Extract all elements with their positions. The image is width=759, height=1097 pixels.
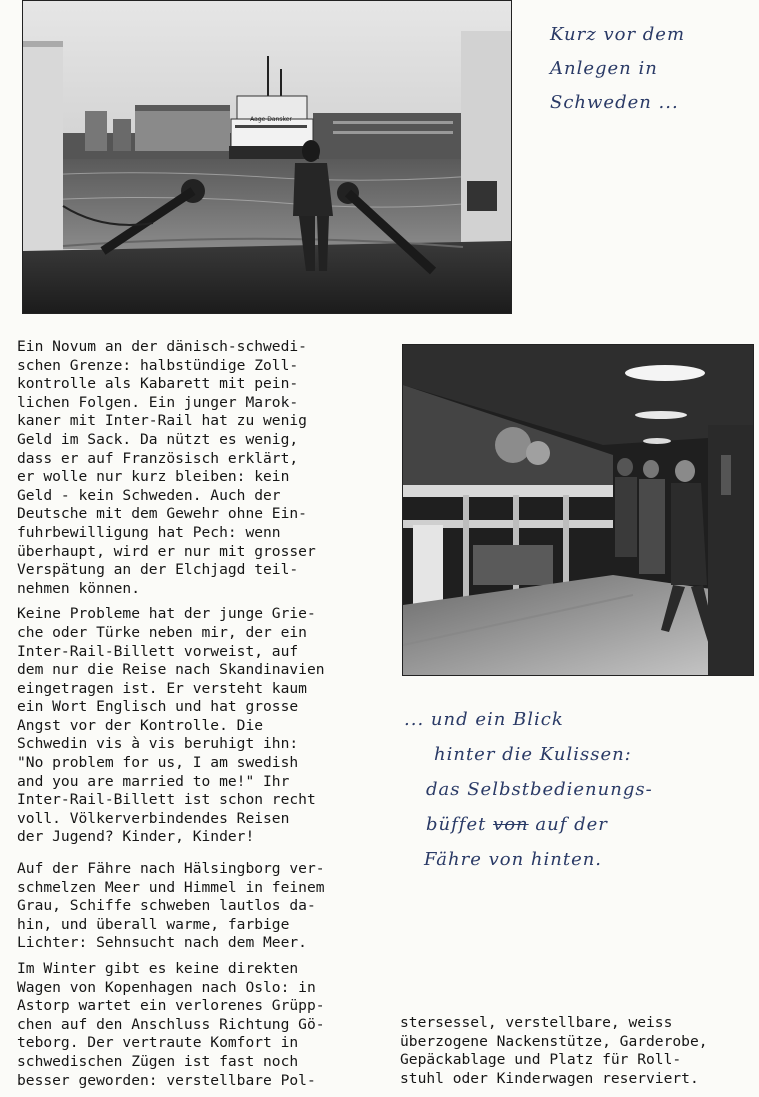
article-paragraph	[17, 338, 387, 598]
article-line: Auf der Fähre nach Hälsingborg ver-	[17, 860, 325, 878]
caption-top-line: Schweden ...	[550, 92, 679, 113]
caption-middle-line: ... und ein Blick	[404, 709, 564, 730]
article-line: Ein Novum an der dänisch-schwedi-	[17, 338, 307, 355]
article-line: Wagen von Kopenhagen nach Oslo: in	[17, 978, 316, 996]
article-line: Grau, Schiffe schweben lautlos da-	[17, 897, 316, 915]
article-line: dass er auf Französisch erklärt,	[17, 449, 299, 467]
article-line: Angst vor der Kontrolle. Die	[17, 716, 264, 734]
article-line: überhaupt, wird er nur mit grosser	[17, 542, 316, 560]
article-line: teborg. Der vertraute Komfort in	[17, 1034, 299, 1052]
article-line: schen Grenze: halbstündige Zoll-	[17, 356, 299, 374]
article-line: Im Winter gibt es keine direkten	[17, 960, 299, 977]
article-line: che oder Türke neben mir, der ein	[17, 623, 307, 641]
article-column-2	[400, 1014, 755, 1095]
article-line: Gepäckablage und Platz für Roll-	[400, 1051, 682, 1069]
article-line: ein Wort Englisch und hat grosse	[17, 698, 299, 716]
article-line: lichen Folgen. Ein junger Marok-	[17, 393, 299, 411]
article-line: besser geworden: verstellbare Pol-	[17, 1071, 316, 1089]
article-line: der Jugend? Kinder, Kinder!	[17, 828, 255, 846]
article-line: Verspätung an der Elchjagd teil-	[17, 561, 299, 579]
caption-word: auf der	[528, 814, 608, 835]
article-line: Deutsche mit dem Gewehr ohne Ein-	[17, 505, 307, 523]
article-line: Lichter: Sehnsucht nach dem Meer.	[17, 934, 307, 952]
article-line: kontrolle als Kabarett mit pein-	[17, 375, 299, 393]
article-line: schwedischen Zügen ist fast noch	[17, 1052, 299, 1070]
caption-middle-line: das Selbstbedienungs-	[426, 779, 653, 800]
article-line: stersessel, verstellbare, weiss	[400, 1014, 673, 1031]
caption-word: büffet	[426, 814, 494, 835]
article-line: fuhrbewilligung hat Pech: wenn	[17, 523, 281, 541]
article-line: schmelzen Meer und Himmel in feinem	[17, 878, 325, 896]
ferry-bow-photo	[22, 0, 512, 314]
buffet-photo	[402, 344, 754, 676]
article-line: Inter-Rail-Billett ist schon recht	[17, 791, 316, 809]
ship-name-label: Aage Dansker	[250, 116, 292, 123]
article-line: Geld im Sack. Da nützt es wenig,	[17, 430, 299, 448]
article-line: dem nur die Reise nach Skandinavien	[17, 661, 325, 679]
article-column-1	[17, 338, 387, 1097]
caption-middle-line	[426, 807, 653, 842]
caption-middle-line: Fähre von hinten.	[424, 849, 603, 870]
caption-top-line: Kurz vor dem	[550, 24, 686, 45]
caption-top	[550, 18, 685, 120]
article-line: "No problem for us, I am swedish	[17, 754, 299, 772]
article-line: stuhl oder Kinderwagen reserviert.	[400, 1069, 699, 1087]
article-line: hin, und überall warme, farbige	[17, 915, 290, 933]
article-paragraph	[17, 605, 387, 847]
article-line: kaner mit Inter-Rail hat zu wenig	[17, 412, 307, 430]
article-paragraph	[17, 960, 387, 1090]
article-paragraph	[400, 1014, 755, 1088]
article-line: er wolle nur kurz bleiben: kein	[17, 468, 290, 486]
caption-struck-word: von	[493, 814, 529, 835]
article-line: überzogene Nackenstütze, Garderobe,	[400, 1032, 708, 1050]
article-paragraph	[17, 860, 387, 953]
article-line: and you are married to me!" Ihr	[17, 772, 290, 790]
article-line: Schwedin vis à vis beruhigt ihn:	[17, 735, 299, 753]
caption-top-line: Anlegen in	[550, 58, 658, 79]
article-line: Inter-Rail-Billett vorweist, auf	[17, 642, 299, 660]
article-line: voll. Völkerverbindendes Reisen	[17, 809, 290, 827]
article-line: Astorp wartet ein verlorenes Grüpp-	[17, 997, 325, 1015]
article-line: nehmen können.	[17, 579, 141, 597]
article-line: chen auf den Anschluss Richtung Gö-	[17, 1015, 325, 1033]
article-line: Keine Probleme hat der junge Grie-	[17, 605, 316, 623]
caption-middle-line: hinter die Kulissen:	[434, 744, 632, 765]
article-line: eingetragen ist. Er versteht kaum	[17, 679, 307, 697]
article-line: Geld - kein Schweden. Auch der	[17, 486, 281, 504]
caption-middle	[404, 702, 653, 877]
